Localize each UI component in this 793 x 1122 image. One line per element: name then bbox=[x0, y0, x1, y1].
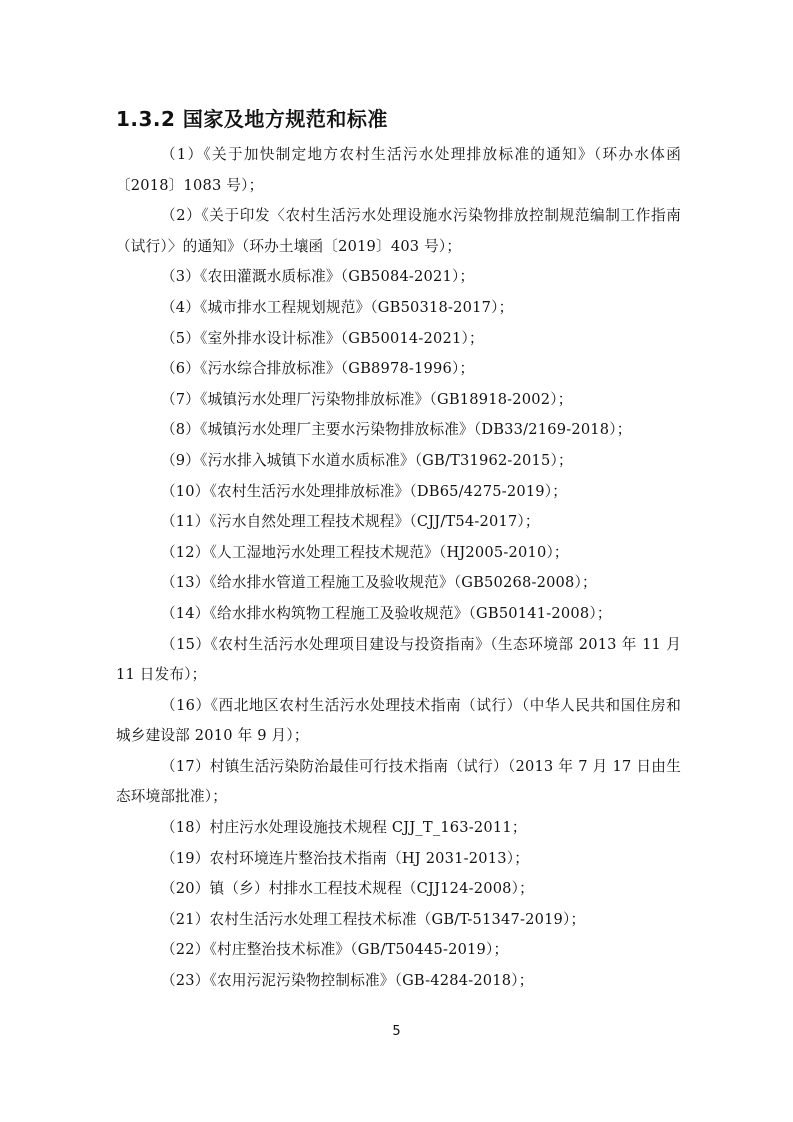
list-item: （15）《农村生活污水处理项目建设与投资指南》（生态环境部 2013 年 11 月 11 日发布）； bbox=[116, 635, 681, 684]
list-item: （20）镇（乡）村排水工程技术规程（CJJ124-2008）； bbox=[161, 880, 534, 898]
list-item: （21）农村生活污水处理工程技术标准（GB/T-51347-2019）； bbox=[161, 910, 586, 928]
list-item: （16）《西北地区农村生活污水处理技术指南（试行）（中华人民共和国住房和城乡建设部 2010 年 9 月）； bbox=[116, 696, 681, 745]
list-item: （19）农村环境连片整治技术指南（HJ 2031-2013）； bbox=[161, 849, 529, 867]
list-item: （9）《污水排入城镇下水道水质标准》（GB/T31962-2015）； bbox=[161, 451, 573, 469]
list-item: （18）村庄污水处理设施技术规程 CJJ_T_163-2011； bbox=[161, 819, 527, 837]
list-item: （4）《城市排水工程规划规范》（GB50318-2017）； bbox=[161, 298, 514, 316]
list-item: （13）《给水排水管道工程施工及验收规范》（GB50268-2008）； bbox=[161, 574, 597, 592]
list-item: （1）《关于加快制定地方农村生活污水处理排放标准的通知》（环办水体函〔2018〕1083 号）； bbox=[116, 146, 681, 194]
list-item: （12）《人工湿地污水处理工程技术规范》（HJ2005-2010）； bbox=[161, 543, 569, 561]
list-item: （5）《室外排水设计标准》（GB50014-2021）； bbox=[161, 329, 484, 347]
list-item: （22）《村庄整治技术标准》（GB/T50445-2019）； bbox=[161, 941, 509, 959]
list-item: （3）《农田灌溉水质标准》（GB5084-2021）； bbox=[161, 268, 475, 286]
section-heading: 1.3.2 国家及地方规范和标准 bbox=[116, 107, 388, 131]
list-item: （8）《城镇污水处理厂主要水污染物排放标准》（DB33/2169-2018）； bbox=[161, 421, 632, 439]
page-number: 5 bbox=[392, 1024, 401, 1039]
list-item: （7）《城镇污水处理厂污染物排放标准》（GB18918-2002）； bbox=[161, 390, 573, 408]
list-item: （11）《污水自然处理工程技术规程》（CJJ/T54-2017）； bbox=[161, 513, 540, 531]
list-item: （10）《农村生活污水处理排放标准》（DB65/4275-2019）； bbox=[161, 482, 568, 500]
list-item: （17）村镇生活污染防治最佳可行技术指南（试行）（2013 年 7 月 17 日由生态环境部批准）； bbox=[116, 757, 681, 806]
list-item: （14）《给水排水构筑物工程施工及验收规范》（GB50141-2008）； bbox=[161, 604, 612, 622]
list-item: （23）《农用污泥污染物控制标准》（GB-4284-2018）； bbox=[161, 972, 534, 990]
list-item: （2）《关于印发〈农村生活污水处理设施水污染物排放控制规范编制工作指南（试行）〉的通知》（环办土壤函〔2019〕403 号）； bbox=[116, 207, 681, 255]
standards-list bbox=[116, 140, 681, 997]
list-item: （6）《污水综合排放标准》（GB8978-1996）； bbox=[161, 360, 475, 378]
